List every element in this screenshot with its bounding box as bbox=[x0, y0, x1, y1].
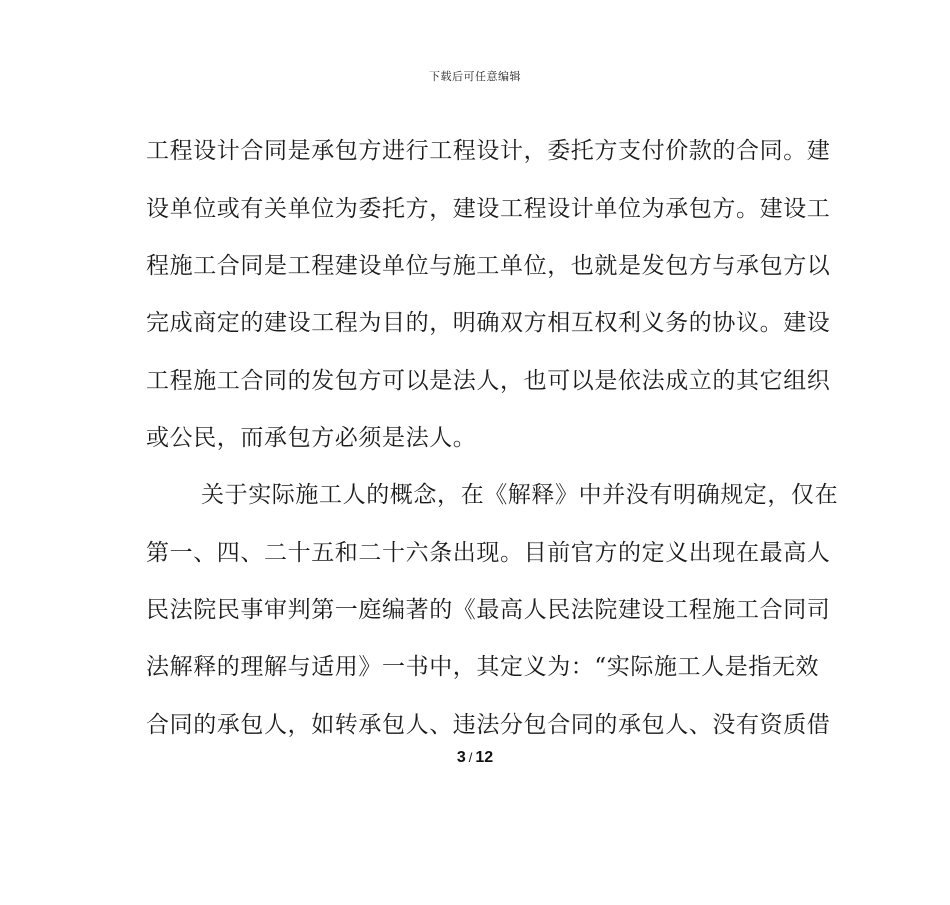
body-line-2: 设单位或有关单位为委托方，建设工程设计单位为承包方。建设工 bbox=[146, 196, 831, 222]
body-line-5: 工程施工合同的发包方可以是法人，也可以是依法成立的其它组织 bbox=[146, 368, 831, 394]
total-pages-number: 12 bbox=[475, 749, 494, 766]
page-number bbox=[0, 749, 950, 767]
body-line-1: 工程设计合同是承包方进行工程设计，委托方支付价款的合同。建 bbox=[146, 138, 831, 164]
body-line-7: 关于实际施工人的概念，在《解释》中并没有明确规定，仅在 bbox=[201, 482, 839, 508]
body-line-10: 法解释的理解与适用》一书中，其定义为：“实际施工人是指无效 bbox=[146, 654, 820, 680]
body-line-4: 完成商定的建设工程为目的，明确双方相互权利义务的协议。建设 bbox=[146, 310, 831, 336]
body-line-6: 或公民，而承包方必须是法人。 bbox=[146, 425, 477, 451]
body-line-8: 第一、四、二十五和二十六条出现。目前官方的定义出现在最高人 bbox=[146, 540, 831, 566]
body-line-3: 程施工合同是工程建设单位与施工单位，也就是发包方与承包方以 bbox=[146, 253, 831, 279]
page-separator: / bbox=[468, 750, 473, 765]
body-line-11: 合同的承包人，如转承包人、违法分包合同的承包人、没有资质借 bbox=[146, 712, 831, 738]
page-header-note: 下载后可任意编辑 bbox=[429, 70, 521, 83]
body-line-9: 民法院民事审判第一庭编著的《最高人民法院建设工程施工合同司 bbox=[146, 597, 831, 623]
current-page-number: 3 bbox=[456, 749, 466, 766]
